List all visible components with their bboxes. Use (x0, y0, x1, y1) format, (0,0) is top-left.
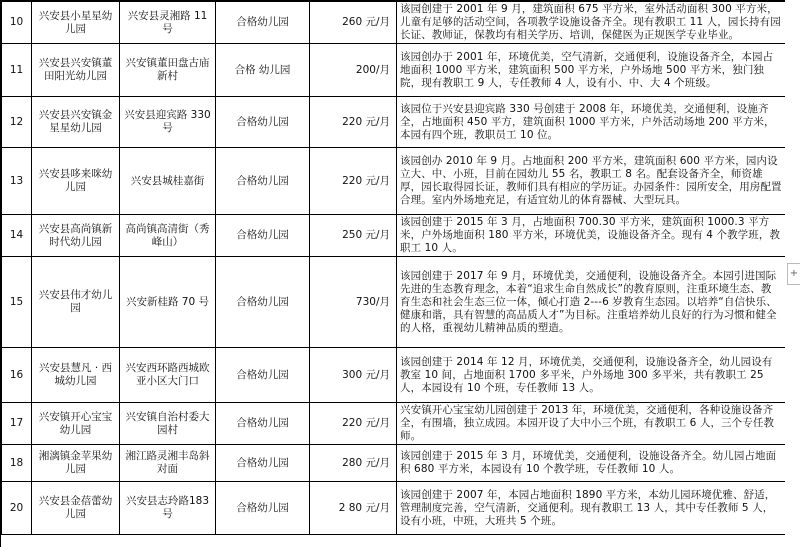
table-row (2, 445, 786, 482)
kindergarten-address: 湘江路灵湘丰岛斜对面 (120, 445, 216, 482)
row-number: 17 (2, 403, 32, 445)
kindergarten-type: 合格幼儿园 (216, 445, 310, 482)
kindergarten-description: 该园创办于 2001 年，环境优美，空气清新，交通便利，设施设备齐全，本园占地面积 1000 平方米，建筑面积 500 平方米，户外场地 500 平方米，独门独院，现有教职工 9 人，专任教师 4 人，设有小、中、大 4 个班级。 (397, 44, 786, 97)
kindergarten-fee: 220 元/月 (310, 403, 397, 445)
kindergarten-type: 合格幼儿园 (216, 148, 310, 215)
kindergarten-name: 兴安县小星星幼儿园 (32, 2, 120, 44)
kindergarten-address: 兴安镇董田盘古庙新村 (120, 44, 216, 97)
row-number: 14 (2, 215, 32, 257)
kindergarten-table (1, 1, 785, 535)
kindergarten-fee: 280 元/月 (310, 445, 397, 482)
kindergarten-type: 合格幼儿园 (216, 215, 310, 257)
table-row (2, 44, 786, 97)
kindergarten-name: 兴安县金蓓蕾幼儿园 (32, 482, 120, 535)
kindergarten-name: 兴安县高尚镇新时代幼儿园 (32, 215, 120, 257)
kindergarten-type: 合格幼儿园 (216, 348, 310, 403)
row-number: 20 (2, 482, 32, 535)
kindergarten-address: 兴安县灵湘路 11 号 (120, 2, 216, 44)
kindergarten-address: 兴安县城桂嘉街 (120, 148, 216, 215)
kindergarten-name: 湘漓镇金苹果幼儿园 (32, 445, 120, 482)
kindergarten-type: 合格幼儿园 (216, 2, 310, 44)
table-row (2, 148, 786, 215)
kindergarten-fee: 730/月 (310, 257, 397, 348)
kindergarten-address: 高尚镇高清街（秀峰山） (120, 215, 216, 257)
kindergarten-fee: 260 元/月 (310, 2, 397, 44)
table-row (2, 403, 786, 445)
table-row (2, 97, 786, 148)
row-number: 16 (2, 348, 32, 403)
kindergarten-fee: 220 元/月 (310, 148, 397, 215)
kindergarten-description: 该园创建于 2015 年 3 月，环境优美，交通便利，设施设备齐全。幼儿园占地面积 680 平方米，本园设有 10 个教学班，专任教师 10 人。 (397, 445, 786, 482)
kindergarten-name: 兴安镇开心宝宝幼儿园 (32, 403, 120, 445)
kindergarten-fee: 2 80 元/月 (310, 482, 397, 535)
kindergarten-fee: 200/月 (310, 44, 397, 97)
kindergarten-address: 兴安镇自治村委大园村 (120, 403, 216, 445)
table-row (2, 2, 786, 44)
kindergarten-name: 兴安县慧凡 · 西城幼儿园 (32, 348, 120, 403)
kindergarten-description: 该园位于兴安县迎宾路 330 号创建于 2008 年，环境优美，交通便利，设施齐全，占地面积 450 平方，建筑面积 1000 平方米，户外活动场地 200 平方米，本园有四个班，教职员工 10 位。 (397, 97, 786, 148)
table-row (2, 482, 786, 535)
kindergarten-type: 合格幼儿园 (216, 403, 310, 445)
kindergarten-address: 兴安西环路西城欧亚小区大门口 (120, 348, 216, 403)
kindergarten-description: 该园创建于 2015 年 3 月，占地面积 700.30 平方米，建筑面积 1000.3 平方米，户外场地面积 180 平方米，环境优美，设施设备齐全。现有 4 个教学班，教职工 10 人。 (397, 215, 786, 257)
kindergarten-fee: 220 元/月 (310, 97, 397, 148)
kindergarten-description: 该园创建于 2017 年 9 月，环境优美，交通便利，设施设备齐全。本园引进国际先进的生态教育理念，本着“追求生命自然成长”的教育原则，注重环境生态、教育生态和社会生态三位一体，倾心打造 2---6 岁教育生态园。以培养“自信快乐、健康和谐，具有智慧的高品质人才”为目标。注重培养幼儿良好的行为习惯和健全的人格，重视幼儿精神品质的塑造。 (397, 257, 786, 348)
table-row (2, 257, 786, 348)
kindergarten-fee: 300 元/月 (310, 348, 397, 403)
row-number: 10 (2, 2, 32, 44)
table-row (2, 215, 786, 257)
kindergarten-address: 兴安新桂路 70 号 (120, 257, 216, 348)
row-number: 15 (2, 257, 32, 348)
row-number: 12 (2, 97, 32, 148)
table-row (2, 348, 786, 403)
row-number: 11 (2, 44, 32, 97)
kindergarten-description: 该园创建于 2014 年 12 月，环境优美，交通便利，设施设备齐全，幼儿园设有教室 10 间，占地面积 1700 多平米，户外场地 300 多平米，共有教职工 25 人，本园设有 10 个班，专任教师 13 人。 (397, 348, 786, 403)
kindergarten-type: 合格幼儿园 (216, 257, 310, 348)
kindergarten-address: 兴安县迎宾路 330 号 (120, 97, 216, 148)
row-number: 18 (2, 445, 32, 482)
kindergarten-fee: 250 元/月 (310, 215, 397, 257)
expand-button[interactable]: + (787, 263, 800, 285)
kindergarten-description: 该园创建于 2001 年 9 月，建筑面积 675 平方米，室外活动面积 300 平方米，儿童有足够的活动空间，各项教学设施设备齐全。现有教职工 11 人，园长持有园长证、教师证，保教均有相关学历、培训，保健医为正规医学专业毕业。 (397, 2, 786, 44)
kindergarten-name: 兴安县兴安镇金星星幼儿园 (32, 97, 120, 148)
kindergarten-name: 兴安县伟才幼儿园 (32, 257, 120, 348)
kindergarten-description: 该园创建于 2007 年，本园占地面积 1890 平方米，本幼儿园环境优雅、舒适，管理制度完善，空气清新，交通便利。现有教职工 13 人，其中专任教师 5 人，设有小班，中班，大班共 5 个班。 (397, 482, 786, 535)
kindergarten-description: 兴安镇开心宝宝幼儿园创建于 2013 年，环境优美，交通便利，各种设施设备齐全，有围墙，独立成园。本园开设了大中小三个班，有教职工 6 人，三个专任教师。 (397, 403, 786, 445)
kindergarten-address: 兴安县志玲路183 号 (120, 482, 216, 535)
kindergarten-description: 该园创办 2010 年 9 月。占地面积 200 平方米，建筑面积 600 平方米，园内设立大、中、小班，目前在园幼儿 55 名，教职工 8 名。配套设备齐全，师资雄厚，园长取得园长证，教师们具有相应的学历证。办园条件：园所安全，用房配置合理。室内外场地充足，有适宜幼儿的体育器械、大型玩具。 (397, 148, 786, 215)
kindergarten-type: 合格幼儿园 (216, 482, 310, 535)
kindergarten-name: 兴安县兴安镇董田阳光幼儿园 (32, 44, 120, 97)
kindergarten-type: 合格幼儿园 (216, 97, 310, 148)
kindergarten-type: 合格 幼儿园 (216, 44, 310, 97)
kindergarten-name: 兴安县哆来咪幼儿园 (32, 148, 120, 215)
table-body (2, 2, 786, 535)
row-number: 13 (2, 148, 32, 215)
